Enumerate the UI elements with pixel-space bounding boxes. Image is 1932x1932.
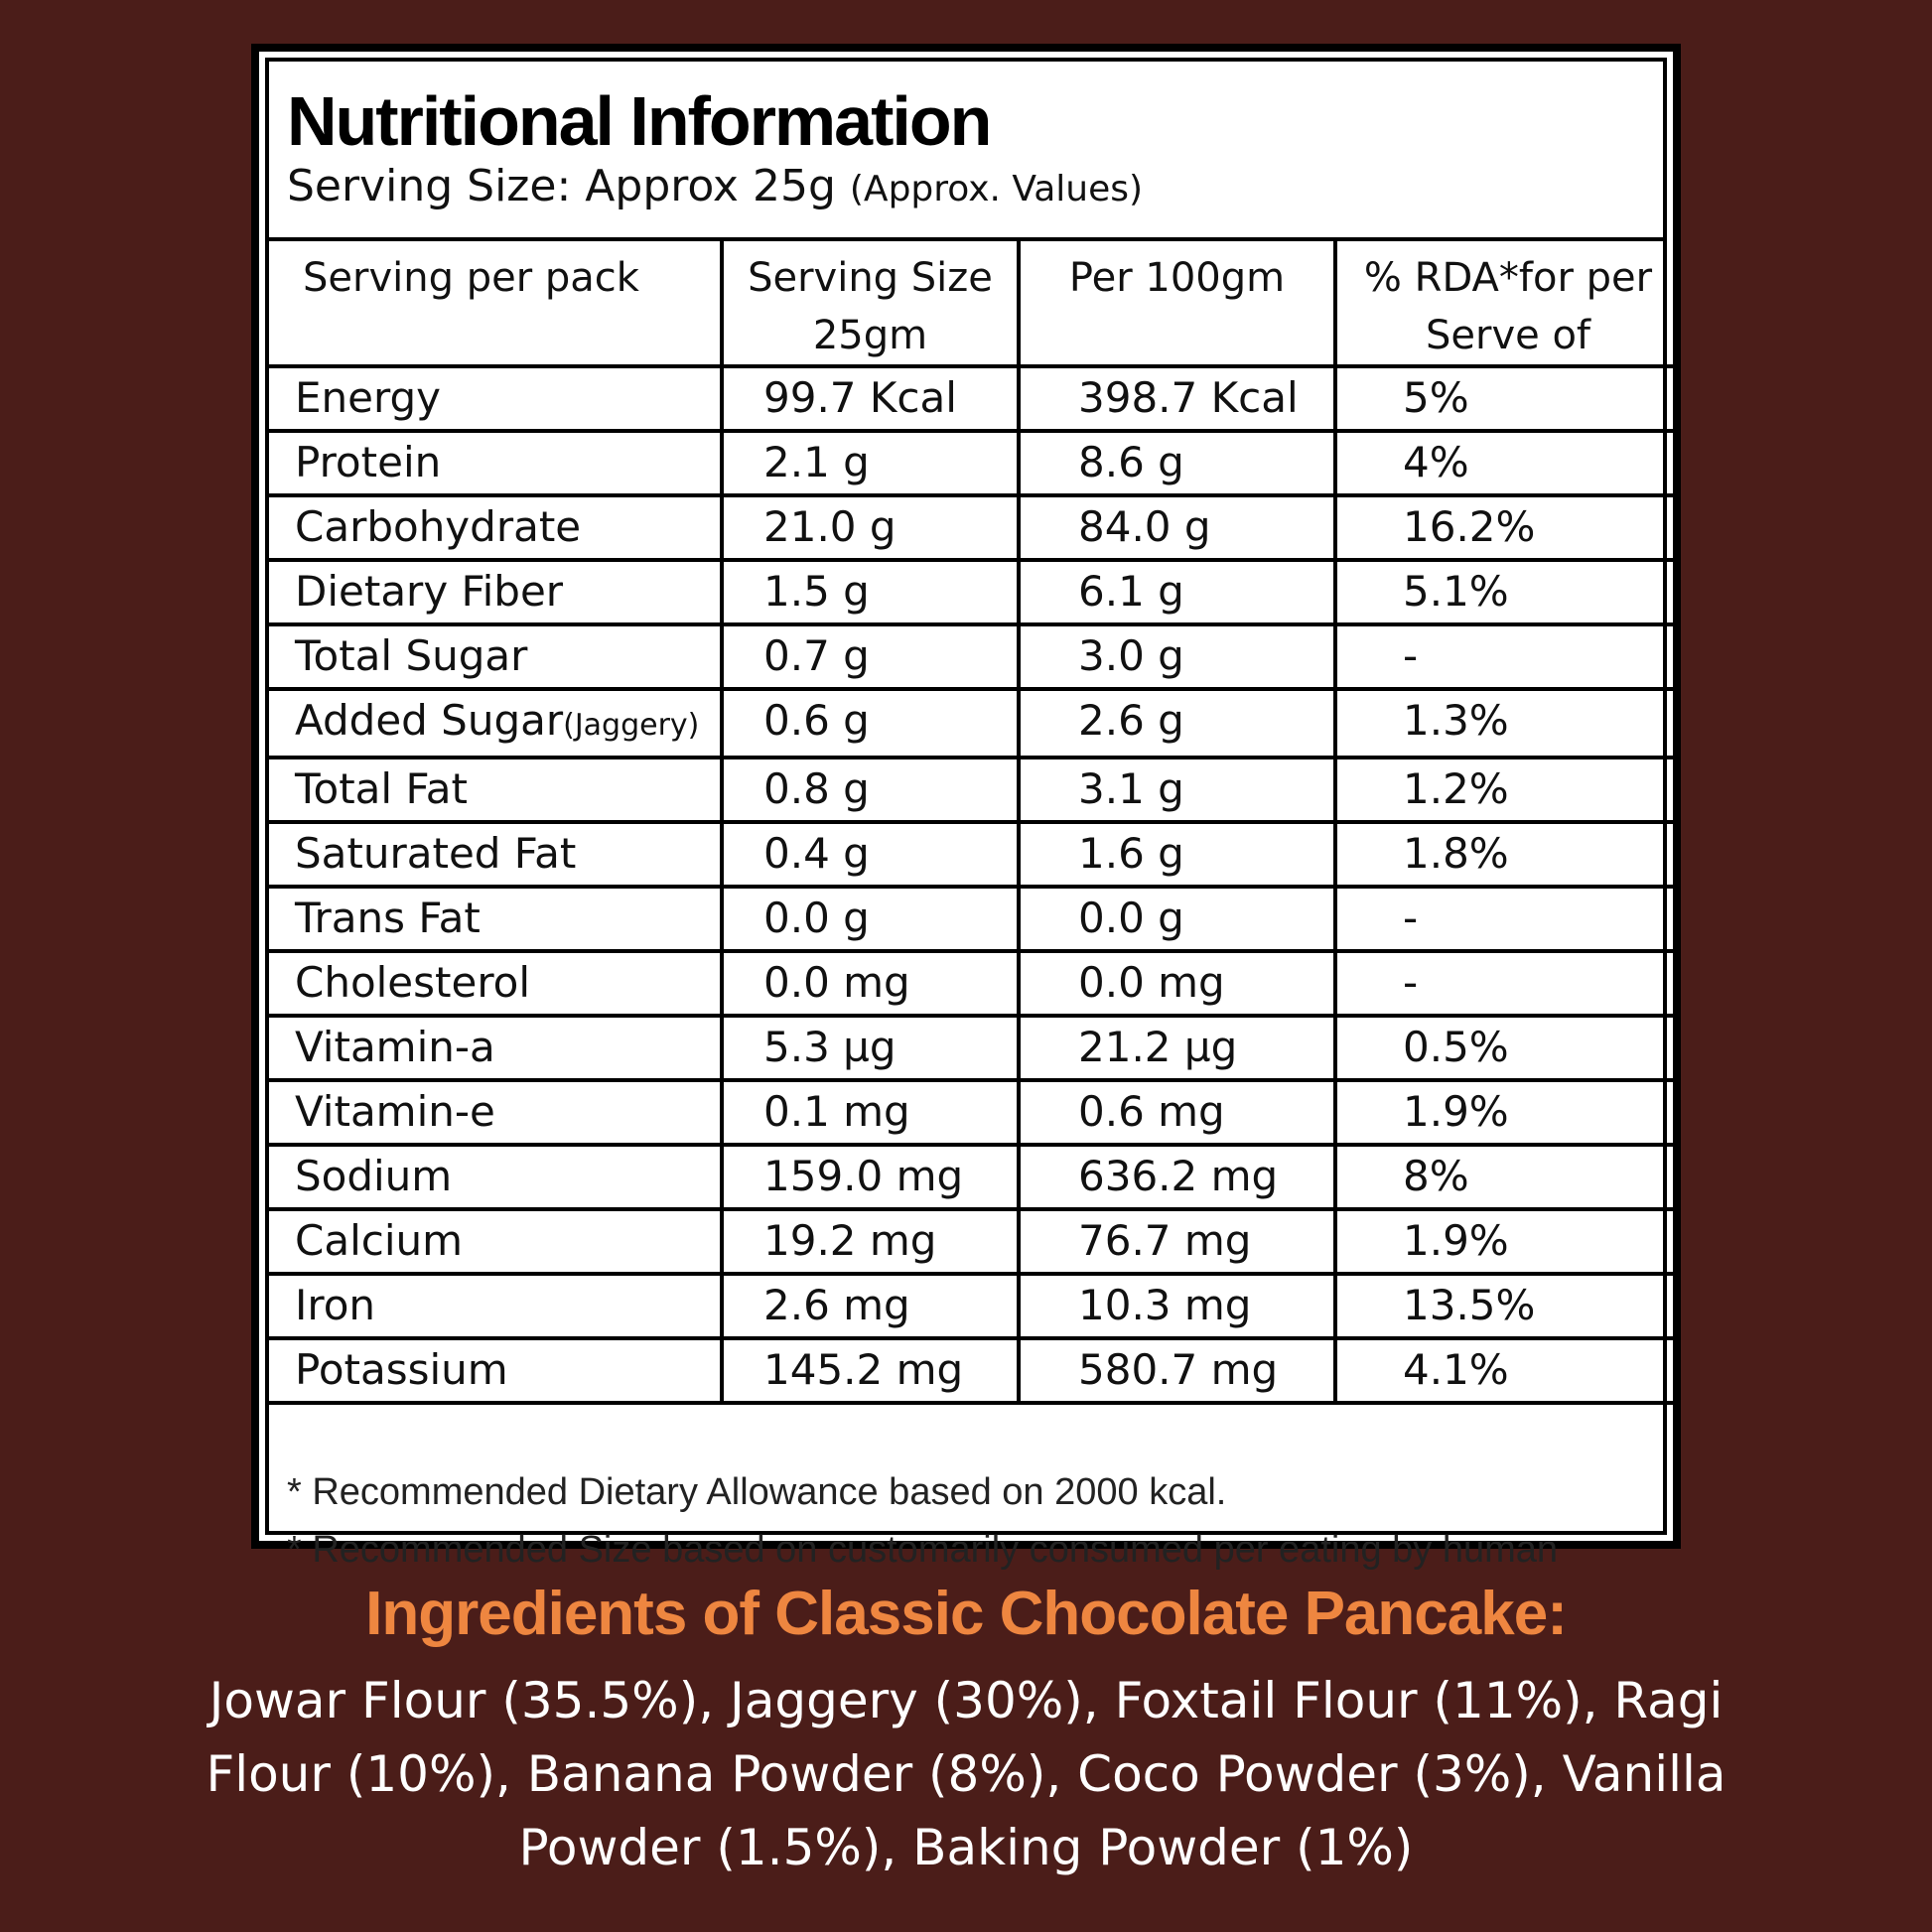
per-100g-value: 3.0 g <box>1019 624 1335 689</box>
panel-title: Nutritional Information <box>287 82 991 160</box>
serving-value: 0.4 g <box>722 822 1019 887</box>
nutrient-name: Iron <box>295 1281 376 1329</box>
table-row <box>269 822 1679 887</box>
rda-value: - <box>1335 624 1679 689</box>
table-row <box>269 1080 1679 1145</box>
serving-value: 0.1 mg <box>722 1080 1019 1145</box>
nutrient-name: Saturated Fat <box>295 829 577 878</box>
nutrient-name-cell <box>269 495 722 560</box>
nutrient-name-cell <box>269 1080 722 1145</box>
serving-size-text: Serving Size: Approx 25g <box>287 161 836 211</box>
nutrient-name-cell <box>269 822 722 887</box>
rda-value: 13.5% <box>1335 1274 1679 1338</box>
nutrient-name-cell <box>269 1209 722 1274</box>
table-row <box>269 887 1679 951</box>
nutrient-name: Trans Fat <box>295 894 481 942</box>
rda-value: 1.9% <box>1335 1080 1679 1145</box>
rda-value: 1.2% <box>1335 758 1679 822</box>
nutrient-name: Total Sugar <box>295 631 528 680</box>
serving-value: 2.6 mg <box>722 1274 1019 1338</box>
nutrient-name: Vitamin-a <box>295 1023 495 1071</box>
per-100g-value: 3.1 g <box>1019 758 1335 822</box>
nutrient-name: Energy <box>295 373 442 422</box>
nutrient-name: Cholesterol <box>295 958 531 1007</box>
nutrient-name: Protein <box>295 438 442 486</box>
column-header: Serving Size 25gm <box>722 237 1019 366</box>
nutrient-name-cell <box>269 431 722 495</box>
nutrient-name: Carbohydrate <box>295 502 582 551</box>
per-100g-value: 8.6 g <box>1019 431 1335 495</box>
table-row <box>269 1338 1679 1403</box>
per-100g-value: 0.0 mg <box>1019 951 1335 1016</box>
nutrition-panel <box>251 44 1681 1571</box>
nutrient-name-cell <box>269 624 722 689</box>
ingredients-text: Jowar Flour (35.5%), Jaggery (30%), Foxtail Flour (11%), Ragi Flour (10%), Banana Powder (8%), Coco Powder (3%), Vanilla Powder (1.5%), Baking Powder (1%) <box>206 1672 1726 1876</box>
nutrition-panel-inner <box>265 58 1667 1571</box>
nutrient-name: Vitamin-e <box>295 1087 495 1136</box>
nutrient-name-cell <box>269 1016 722 1080</box>
table-row <box>269 689 1679 758</box>
table-row <box>269 758 1679 822</box>
serving-value: 99.7 Kcal <box>722 366 1019 431</box>
table-row <box>269 495 1679 560</box>
nutrition-table <box>269 237 1679 1405</box>
rda-value: 1.8% <box>1335 822 1679 887</box>
serving-value: 145.2 mg <box>722 1338 1019 1403</box>
per-100g-value: 580.7 mg <box>1019 1338 1335 1403</box>
rda-value: 4.1% <box>1335 1338 1679 1403</box>
nutrient-name: Added Sugar <box>295 696 564 745</box>
nutrient-name: Total Fat <box>295 764 468 813</box>
table-row <box>269 431 1679 495</box>
column-header: % RDA*for per Serve of <box>1335 237 1679 366</box>
per-100g-value: 2.6 g <box>1019 689 1335 758</box>
panel-header <box>269 62 1663 241</box>
nutrient-name-cell <box>269 560 722 624</box>
serving-value: 0.8 g <box>722 758 1019 822</box>
table-header-row <box>269 237 1679 366</box>
column-header: Per 100gm <box>1019 237 1335 366</box>
nutrient-name: Potassium <box>295 1345 508 1394</box>
nutrient-note: (Jaggery) <box>563 708 700 743</box>
serving-value: 21.0 g <box>722 495 1019 560</box>
rda-value: 5% <box>1335 366 1679 431</box>
table-row <box>269 1209 1679 1274</box>
approx-values-text: (Approx. Values) <box>849 169 1144 209</box>
ingredients-title: Ingredients of Classic Chocolate Pancake: <box>365 1580 1567 1648</box>
nutrient-name-cell <box>269 689 722 758</box>
nutrient-name: Dietary Fiber <box>295 567 564 616</box>
rda-value: 1.9% <box>1335 1209 1679 1274</box>
rda-value: - <box>1335 887 1679 951</box>
table-row <box>269 560 1679 624</box>
serving-value: 0.0 mg <box>722 951 1019 1016</box>
nutrient-name-cell <box>269 887 722 951</box>
rda-value: 5.1% <box>1335 560 1679 624</box>
table-row <box>269 624 1679 689</box>
rda-value: - <box>1335 951 1679 1016</box>
table-row <box>269 1016 1679 1080</box>
nutrient-name-cell <box>269 758 722 822</box>
rda-value: 4% <box>1335 431 1679 495</box>
nutrition-table-body <box>269 366 1679 1403</box>
serving-value: 0.0 g <box>722 887 1019 951</box>
per-100g-value: 0.0 g <box>1019 887 1335 951</box>
per-100g-value: 21.2 µg <box>1019 1016 1335 1080</box>
per-100g-value: 84.0 g <box>1019 495 1335 560</box>
rda-value: 1.3% <box>1335 689 1679 758</box>
serving-value: 159.0 mg <box>722 1145 1019 1209</box>
per-100g-value: 636.2 mg <box>1019 1145 1335 1209</box>
serving-size-line <box>287 161 1143 211</box>
per-100g-value: 6.1 g <box>1019 560 1335 624</box>
rda-value: 16.2% <box>1335 495 1679 560</box>
serving-value: 2.1 g <box>722 431 1019 495</box>
table-row <box>269 951 1679 1016</box>
nutrient-name: Sodium <box>295 1152 453 1200</box>
table-row <box>269 366 1679 431</box>
per-100g-value: 1.6 g <box>1019 822 1335 887</box>
nutrient-name-cell <box>269 951 722 1016</box>
serving-value: 1.5 g <box>722 560 1019 624</box>
per-100g-value: 398.7 Kcal <box>1019 366 1335 431</box>
table-row <box>269 1145 1679 1209</box>
nutrient-name-cell <box>269 1274 722 1338</box>
nutrient-name-cell <box>269 366 722 431</box>
serving-value: 0.6 g <box>722 689 1019 758</box>
rda-value: 8% <box>1335 1145 1679 1209</box>
serving-value: 5.3 µg <box>722 1016 1019 1080</box>
footnote: * Recommended Size based on customarily consumed per eating by human <box>287 1529 1559 1571</box>
per-100g-value: 10.3 mg <box>1019 1274 1335 1338</box>
nutrient-name-cell <box>269 1145 722 1209</box>
serving-value: 19.2 mg <box>722 1209 1019 1274</box>
table-row <box>269 1274 1679 1338</box>
per-100g-value: 0.6 mg <box>1019 1080 1335 1145</box>
nutrient-name: Calcium <box>295 1216 464 1265</box>
nutrient-name-cell <box>269 1338 722 1403</box>
per-100g-value: 76.7 mg <box>1019 1209 1335 1274</box>
rda-value: 0.5% <box>1335 1016 1679 1080</box>
serving-value: 0.7 g <box>722 624 1019 689</box>
footnotes <box>287 1463 1663 1579</box>
column-header: Serving per pack <box>269 237 722 366</box>
footnote: * Recommended Dietary Allowance based on 2000 kcal. <box>287 1471 1227 1513</box>
